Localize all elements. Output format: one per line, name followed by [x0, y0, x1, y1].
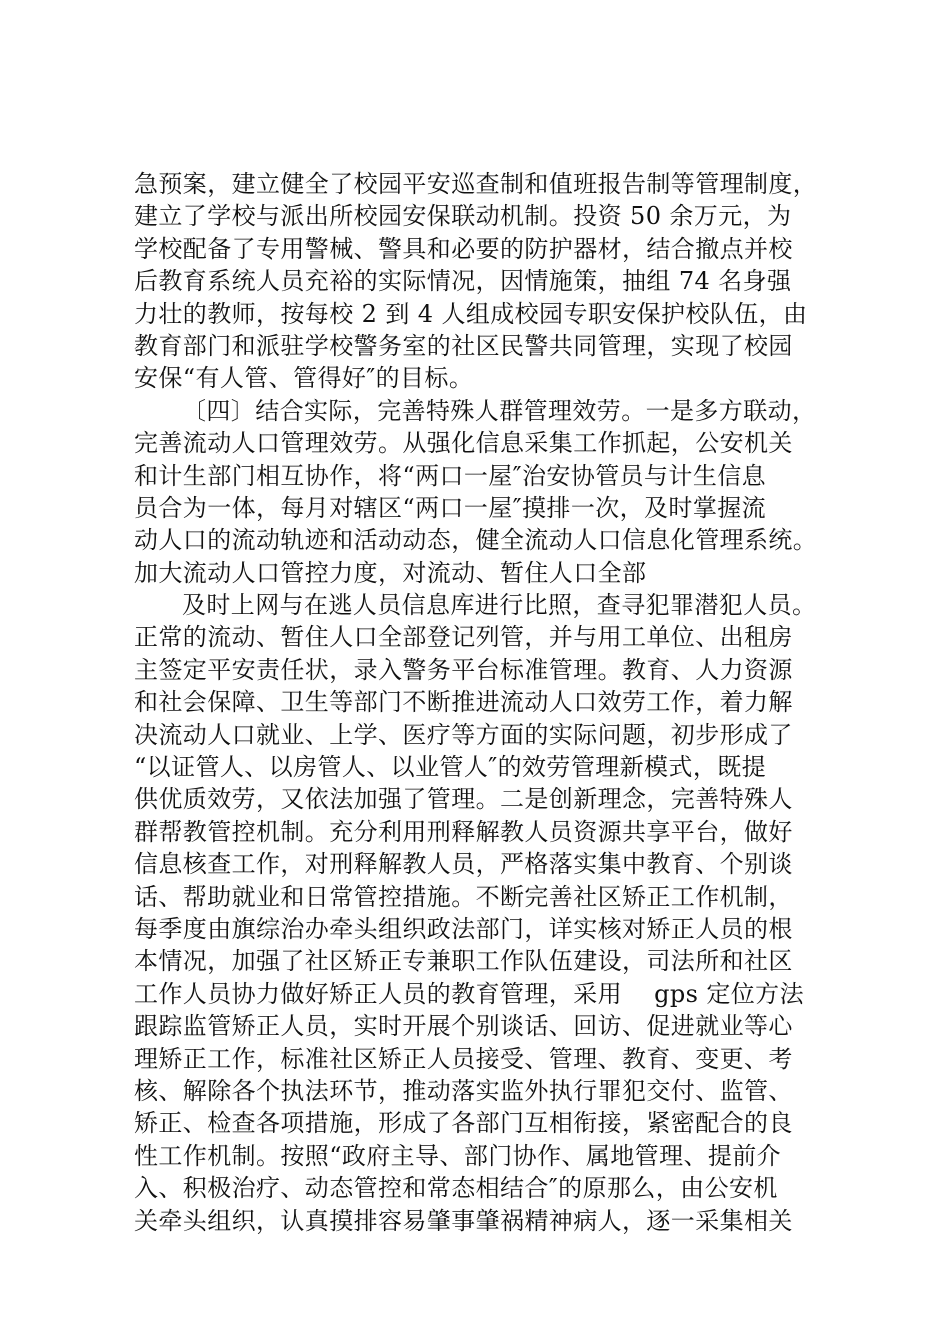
text-line: 矫正、检查各项措施，形成了各部门互相衔接，紧密配合的良: [134, 1109, 793, 1138]
text-line: 和社会保障、卫生等部门不断推进流动人口效劳工作，着力解: [134, 688, 793, 717]
text-line: 和计生部门相互协作，将“两口一屋″治安协管员与计生信息: [134, 461, 767, 490]
text-line: 群帮教管控机制。充分利用刑释解教人员资源共享平台，做好: [134, 817, 793, 846]
text-line: 教育部门和派驻学校警务室的社区民警共同管理，实现了校园: [134, 331, 793, 360]
text-line: 供优质效劳，又依法加强了管理。二是创新理念，完善特殊人: [134, 785, 793, 814]
text-line: 正常的流动、暂住人口全部登记列管，并与用工单位、出租房: [134, 623, 793, 652]
text-line: 员合为一体，每月对辖区“两口一屋″摸排一次，及时掌握流: [134, 493, 767, 522]
text-line: 动人口的流动轨迹和活动动态，健全流动人口信息化管理系统。: [134, 526, 818, 555]
body-text: [134, 168, 834, 1237]
text-line: 本情况，加强了社区矫正专兼职工作队伍建设，司法所和社区: [134, 947, 793, 976]
text-line: 安保“有人管、管得好″的目标。: [134, 364, 474, 393]
text-line: 加大流动人口管控力度，对流动、暂住人口全部: [134, 558, 647, 587]
text-line: 性工作机制。按照“政府主导、部门协作、属地管理、提前介: [134, 1141, 782, 1170]
text-line: 核、解除各个执法环节，推动落实监外执行罪犯交付、监管、: [134, 1076, 793, 1105]
text-line: 力壮的教师，按每校 2 到 4 人组成校园专职安保护校队伍，由: [134, 299, 808, 328]
text-line: 主签定平安责任状，录入警务平台标准管理。教育、人力资源: [134, 655, 793, 684]
text-line: 话、帮助就业和日常管控措施。不断完善社区矫正工作机制，: [134, 882, 793, 911]
text-line: 〔四〕结合实际，完善特殊人群管理效劳。一是多方联动，: [182, 396, 817, 425]
text-line: 完善流动人口管理效劳。从强化信息采集工作抓起，公安机关: [134, 429, 793, 458]
text-line: 入、积极治疗、动态管控和常态相结合″的原那么，由公安机: [134, 1174, 778, 1203]
text-line: 及时上网与在逃人员信息库进行比照，查寻犯罪潜犯人员。: [182, 591, 817, 620]
text-line: 急预案，建立健全了校园平安巡查制和值班报告制等管理制度，: [134, 170, 818, 198]
text-line: 信息核查工作，对刑释解教人员，严格落实集中教育、个别谈: [134, 850, 793, 879]
text-line: 决流动人口就业、上学、医疗等方面的实际问题，初步形成了: [134, 720, 793, 749]
text-line: 关牵头组织，认真摸排容易肇事肇祸精神病人，逐一采集相关: [134, 1206, 793, 1235]
text-line: 后教育系统人员充裕的实际情况，因情施策，抽组 74 名身强: [134, 267, 792, 296]
text-line: 理矫正工作，标准社区矫正人员接受、管理、教育、变更、考: [134, 1044, 793, 1073]
text-line: 每季度由旗综治办牵头组织政法部门，详实核对矫正人员的根: [134, 914, 793, 943]
text-line: “以证管人、以房管人、以业管人″的效劳管理新模式，既提: [134, 753, 767, 782]
text-line: 学校配备了专用警械、警具和必要的防护器材，结合撤点并校: [134, 234, 793, 263]
text-line: 建立了学校与派出所校园安保联动机制。投资 50 余万元，为: [134, 202, 792, 231]
text-line: 跟踪监管矫正人员，实时开展个别谈话、回访、促进就业等心: [134, 1012, 793, 1041]
text-line: 工作人员协力做好矫正人员的教育管理，采用 gps 定位方法: [134, 979, 804, 1008]
